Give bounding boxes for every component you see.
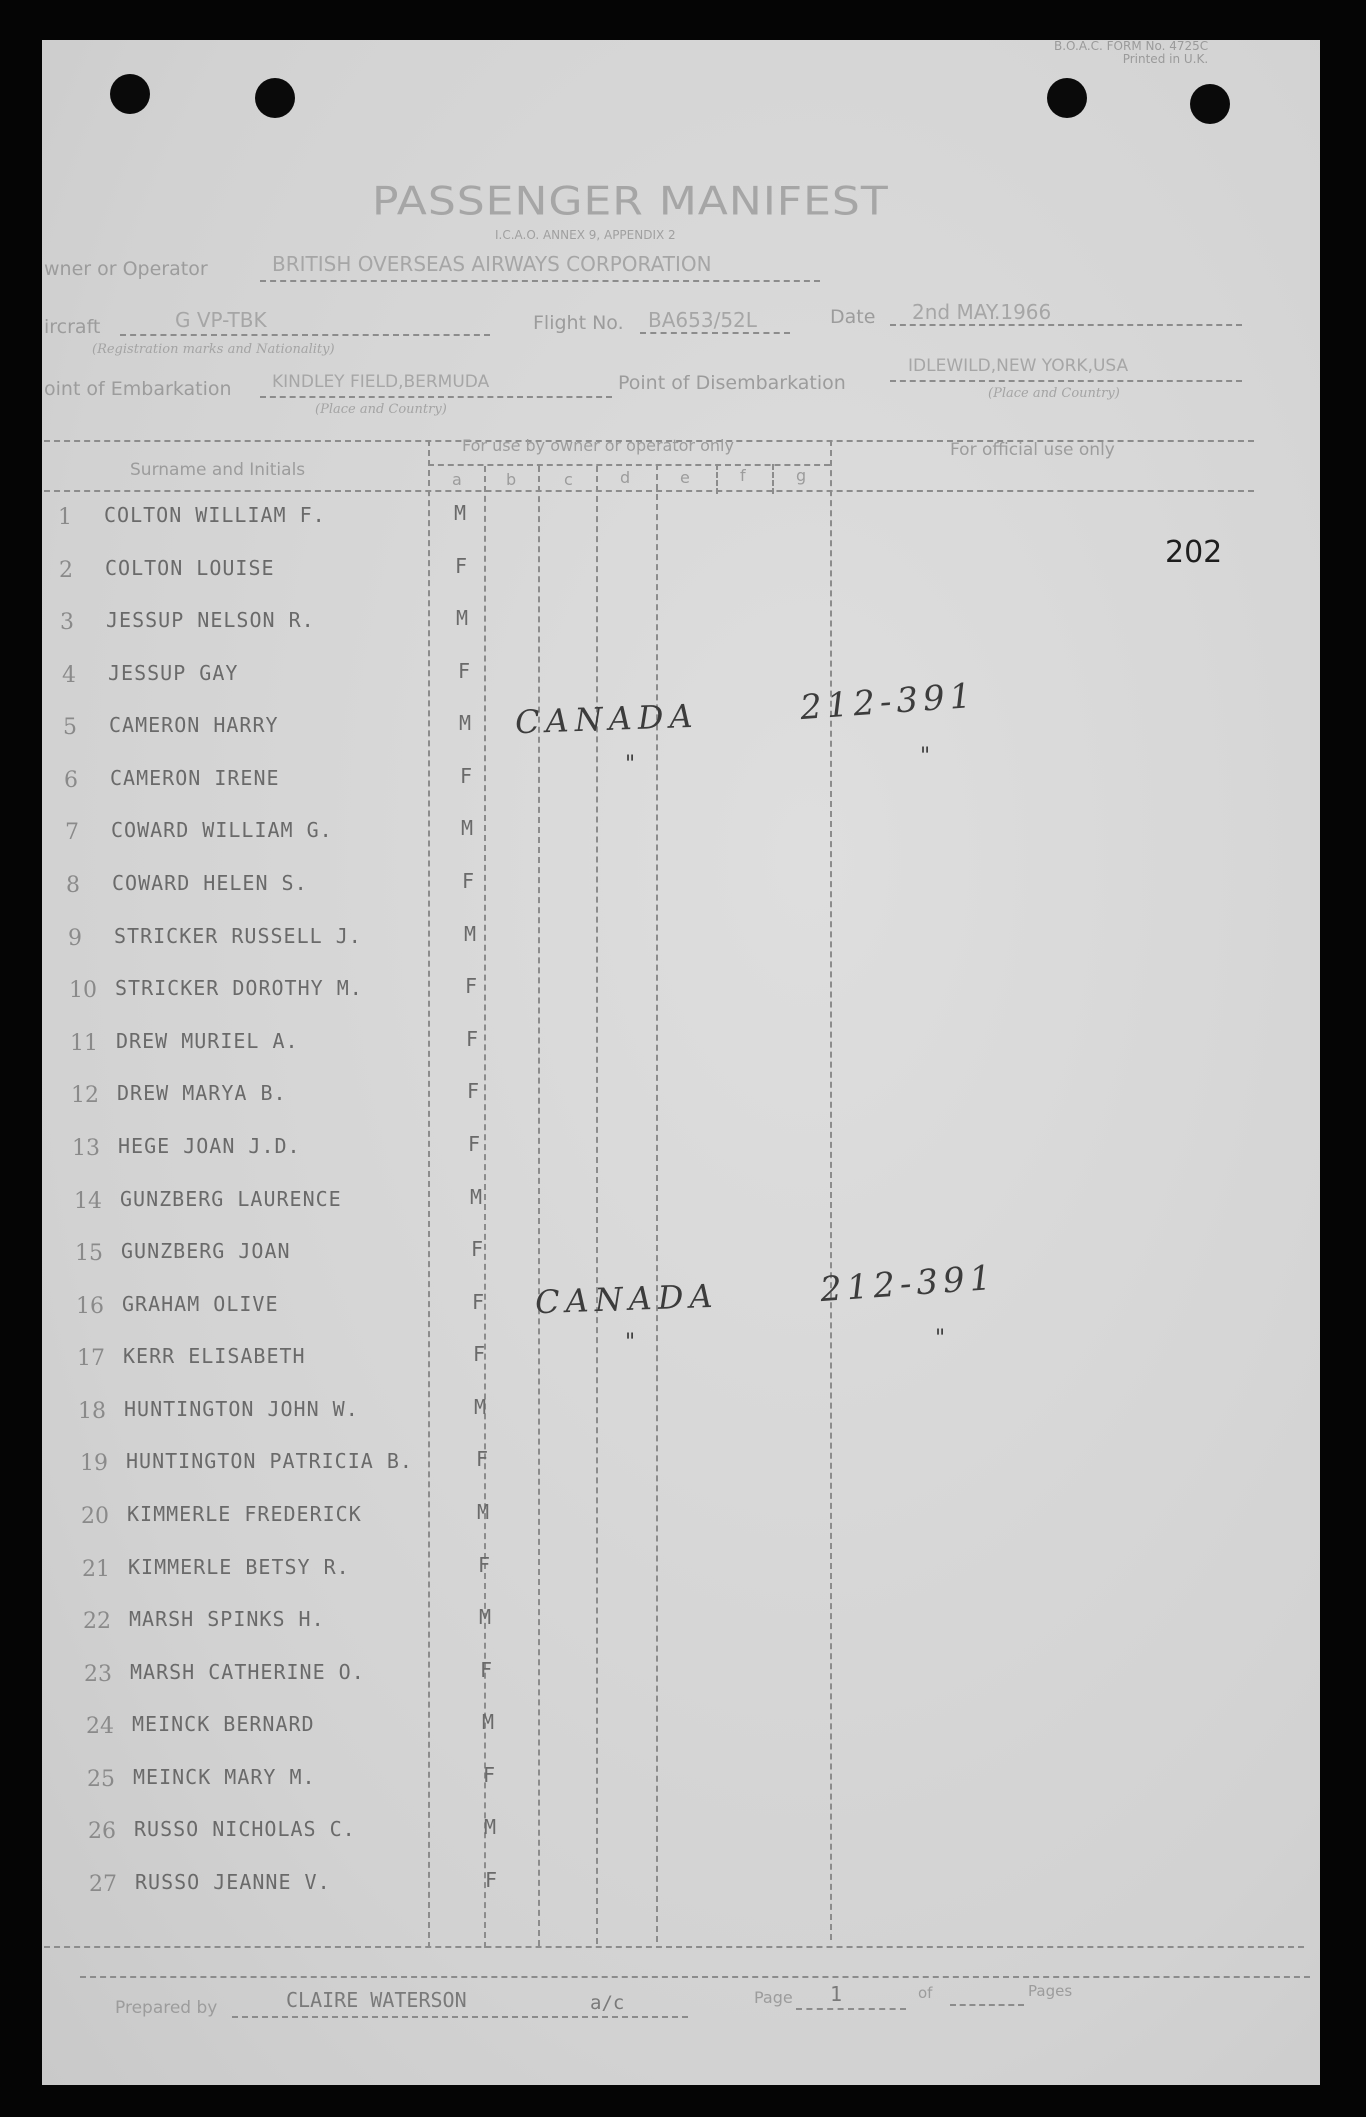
row-number: 17 (77, 1346, 105, 1371)
owner-underline (260, 280, 820, 282)
aircraft-value: G VP-TBK (175, 308, 267, 332)
passenger-name: DREW MURIEL A. (116, 1029, 299, 1053)
disembarkation-label: Point of Disembarkation (618, 372, 846, 394)
passenger-name: CAMERON HARRY (109, 713, 279, 737)
passenger-sex: F (458, 659, 471, 683)
passenger-sex: M (459, 711, 472, 735)
passenger-name: GRAHAM OLIVE (122, 1292, 279, 1316)
passenger-sex: M (484, 1815, 497, 1839)
passenger-name: JESSUP NELSON R. (106, 608, 315, 632)
form-title: PASSENGER MANIFEST (372, 178, 889, 225)
pages-label: Pages (1028, 1982, 1073, 2000)
prepared-by-suffix: a/c (590, 1992, 625, 2014)
page-underline (796, 2008, 906, 2010)
official-divider (830, 440, 832, 1940)
punch-hole (1047, 78, 1087, 118)
passenger-name: MEINCK BERNARD (132, 1712, 315, 1736)
subcolumn-d: d (620, 468, 631, 487)
stamp-number: 202 (1165, 535, 1223, 570)
passenger-sex: F (462, 869, 475, 893)
row-number: 15 (75, 1241, 103, 1266)
flight-value: BA653/52L (648, 308, 757, 332)
row-number: 13 (72, 1136, 100, 1161)
column-divider-d (596, 466, 598, 1944)
passenger-name: KIMMERLE FREDERICK (127, 1502, 362, 1526)
date-value: 2nd MAY.1966 (912, 300, 1052, 324)
passenger-name: KERR ELISABETH (123, 1344, 306, 1368)
row-number: 27 (89, 1872, 117, 1897)
passenger-sex: M (474, 1395, 487, 1419)
row-number: 6 (64, 768, 78, 793)
column-divider-f (716, 464, 718, 494)
ditto-mark: " (625, 752, 636, 777)
passenger-name: KIMMERLE BETSY R. (128, 1555, 350, 1579)
passenger-sex: F (476, 1447, 489, 1471)
row-number: 20 (81, 1504, 109, 1529)
of-underline (950, 2004, 1024, 2006)
passenger-name: MARSH SPINKS H. (129, 1607, 325, 1631)
passenger-sex: F (473, 1342, 486, 1366)
disembarkation-value: IDLEWILD,NEW YORK,USA (908, 356, 1129, 376)
ditto-mark: " (935, 1326, 946, 1351)
passenger-name: RUSSO NICHOLAS C. (134, 1817, 356, 1841)
header-bottom-rule (44, 490, 1254, 492)
form-number-text: B.O.A.C. FORM No. 4725C (1054, 39, 1209, 53)
passenger-name: HUNTINGTON PATRICIA B. (126, 1449, 413, 1473)
embarkation-underline (260, 396, 612, 398)
annex-reference: I.C.A.O. ANNEX 9, APPENDIX 2 (495, 228, 676, 242)
row-number: 21 (82, 1557, 110, 1582)
passenger-sex: M (477, 1500, 490, 1524)
date-label: Date (830, 306, 876, 328)
row-number: 9 (68, 926, 82, 951)
row-number: 16 (76, 1294, 104, 1319)
row-number: 22 (83, 1609, 111, 1634)
passenger-name: STRICKER RUSSELL J. (114, 924, 362, 948)
form-number (1054, 40, 1208, 66)
passenger-name: COWARD WILLIAM G. (111, 818, 333, 842)
passenger-sex: F (478, 1553, 491, 1577)
flight-label: Flight No. (533, 312, 624, 334)
passenger-name: GUNZBERG JOAN (121, 1239, 291, 1263)
embarkation-label: oint of Embarkation (44, 378, 232, 400)
passenger-sex: M (456, 606, 469, 630)
owner-use-column-header: For use by owner or operator only (462, 436, 734, 455)
passenger-sex: M (482, 1710, 495, 1734)
row-number: 18 (78, 1399, 106, 1424)
row-number: 11 (70, 1031, 98, 1056)
passenger-sex: F (471, 1237, 484, 1261)
passenger-sex: M (479, 1605, 492, 1629)
table-bottom-rule (44, 1946, 1304, 1948)
aircraft-underline (120, 334, 490, 336)
handwritten-canada-2: CANADA (534, 1276, 720, 1322)
passenger-name: JESSUP GAY (108, 661, 239, 685)
page-value: 1 (830, 1982, 843, 2006)
subcolumn-a: a (452, 470, 462, 489)
column-divider-a (428, 440, 430, 1948)
punch-hole (255, 78, 295, 118)
passenger-name: COLTON WILLIAM F. (104, 503, 326, 527)
passenger-sex: F (480, 1658, 493, 1682)
ditto-mark: " (625, 1330, 636, 1355)
registration-note: (Registration marks and Nationality) (92, 342, 335, 357)
row-number: 4 (62, 663, 76, 688)
official-use-column-header: For official use only (950, 440, 1115, 460)
of-label: of (918, 1984, 933, 2002)
passenger-sex: M (470, 1185, 483, 1209)
column-divider-c (538, 466, 540, 1946)
subcolumn-f: f (740, 466, 746, 485)
row-number: 1 (58, 505, 72, 530)
row-number: 25 (87, 1767, 115, 1792)
passenger-name: COLTON LOUISE (105, 556, 275, 580)
subheader-rule (428, 464, 830, 466)
row-number: 10 (69, 978, 97, 1003)
handwritten-code-2: 212-391 (818, 1257, 998, 1311)
row-number: 12 (71, 1083, 99, 1108)
subcolumn-b: b (506, 470, 517, 489)
passenger-sex: F (472, 1290, 485, 1314)
embarkation-value: KINDLEY FIELD,BERMUDA (272, 372, 490, 392)
row-number: 8 (66, 873, 80, 898)
prepared-by-value: CLAIRE WATERSON (286, 1988, 467, 2012)
flight-underline (640, 332, 790, 334)
disembarkation-underline (890, 380, 1242, 382)
date-underline (890, 324, 1242, 326)
row-number: 24 (86, 1714, 114, 1739)
punch-hole (1190, 84, 1230, 124)
row-number: 14 (74, 1189, 102, 1214)
passenger-name: MARSH CATHERINE O. (130, 1660, 365, 1684)
passenger-sex: M (464, 922, 477, 946)
column-divider-e (656, 464, 658, 1942)
handwritten-canada-1: CANADA (514, 696, 700, 742)
passenger-sex: F (460, 764, 473, 788)
row-number: 26 (88, 1819, 116, 1844)
owner-value: BRITISH OVERSEAS AIRWAYS CORPORATION (272, 252, 712, 276)
printed-in-text: Printed in U.K. (1122, 52, 1209, 66)
passenger-name: HEGE JOAN J.D. (118, 1134, 301, 1158)
ditto-mark: " (920, 744, 931, 769)
footer-rule (80, 1976, 1310, 1978)
punch-hole (110, 74, 150, 114)
column-divider-g (772, 464, 774, 494)
passenger-name: STRICKER DOROTHY M. (115, 976, 363, 1000)
passenger-sex: F (455, 554, 468, 578)
passenger-name: RUSSO JEANNE V. (135, 1870, 331, 1894)
passenger-sex: F (468, 1132, 481, 1156)
surname-column-header: Surname and Initials (130, 460, 306, 480)
subcolumn-g: g (796, 466, 807, 485)
aircraft-label: ircraft (44, 316, 101, 338)
subcolumn-c: c (564, 470, 573, 489)
passenger-name: GUNZBERG LAURENCE (120, 1187, 342, 1211)
prepared-underline (232, 2016, 688, 2018)
handwritten-code-1: 212-391 (798, 675, 978, 729)
passenger-name: CAMERON IRENE (110, 766, 280, 790)
passenger-name: HUNTINGTON JOHN W. (124, 1397, 359, 1421)
page-label: Page (754, 1988, 793, 2007)
row-number: 7 (65, 820, 79, 845)
disembarkation-place-note: (Place and Country) (988, 386, 1120, 401)
passenger-sex: F (483, 1763, 496, 1787)
passenger-sex: F (485, 1868, 498, 1892)
passenger-name: MEINCK MARY M. (133, 1765, 316, 1789)
passenger-name: COWARD HELEN S. (112, 871, 308, 895)
subcolumn-e: e (680, 468, 690, 487)
owner-label: wner or Operator (44, 258, 208, 280)
row-number: 5 (63, 715, 77, 740)
passenger-sex: F (467, 1079, 480, 1103)
passenger-name: DREW MARYA B. (117, 1081, 287, 1105)
row-number: 19 (80, 1451, 108, 1476)
passenger-sex: F (465, 974, 478, 998)
row-number: 23 (84, 1662, 112, 1687)
row-number: 3 (60, 610, 74, 635)
passenger-sex: M (454, 501, 467, 525)
embarkation-place-note: (Place and Country) (315, 402, 447, 417)
row-number: 2 (59, 558, 73, 583)
passenger-sex: F (466, 1027, 479, 1051)
prepared-by-label: Prepared by (115, 1998, 218, 2018)
passenger-sex: M (461, 816, 474, 840)
